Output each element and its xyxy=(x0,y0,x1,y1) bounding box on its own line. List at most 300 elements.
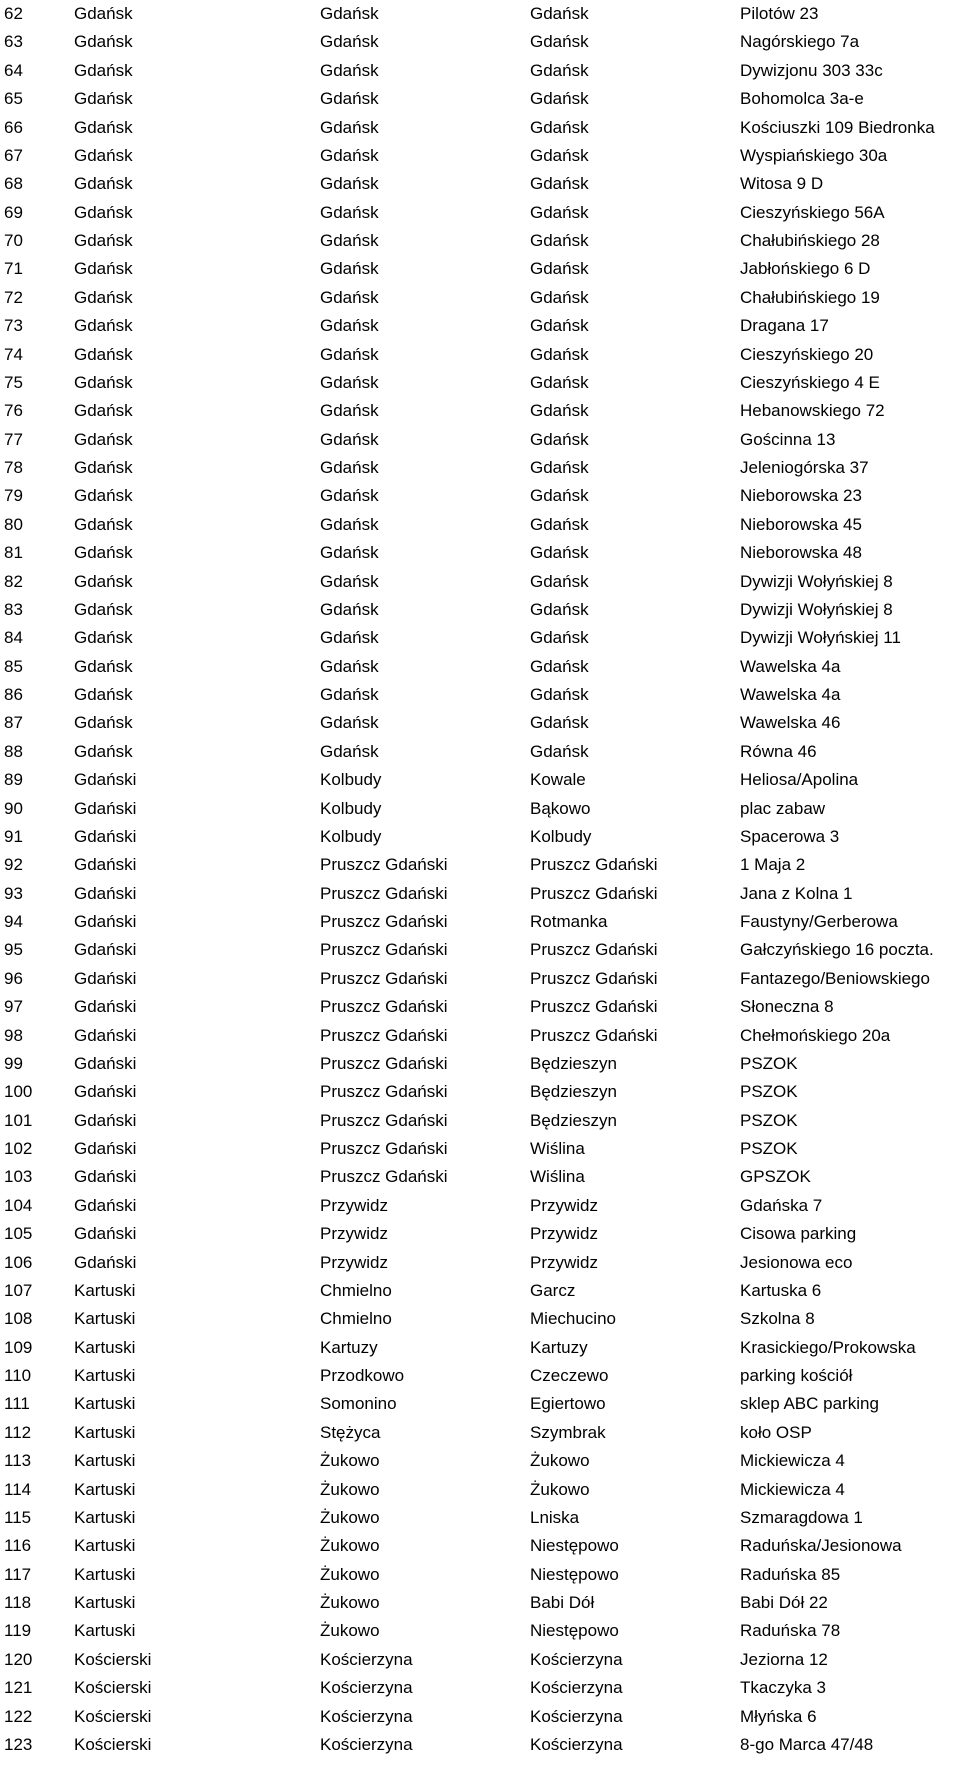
municipality-cell: Gdańsk xyxy=(320,429,379,449)
row-number-cell: 93 xyxy=(4,883,23,903)
municipality-cell: Gdańsk xyxy=(320,685,379,704)
table-row xyxy=(0,1334,960,1362)
row-number-cell: 109 xyxy=(4,1337,33,1357)
locality-cell: Czeczewo xyxy=(530,1366,609,1385)
county-cell: Gdański xyxy=(74,798,137,818)
table-row xyxy=(0,1532,960,1560)
locality-cell: Gdańsk xyxy=(530,741,589,761)
row-number-cell: 68 xyxy=(4,174,23,194)
row-number-cell: 122 xyxy=(4,1706,33,1726)
address-cell: Dywizji Wołyńskiej 8 xyxy=(740,571,893,591)
address-cell: Cieszyńskiego 56A xyxy=(740,202,885,222)
county-cell: Kartuski xyxy=(74,1621,136,1641)
county-cell: Gdańsk xyxy=(74,259,133,279)
locality-cell: Gdańsk xyxy=(530,145,589,165)
county-cell: Kościerski xyxy=(74,1706,152,1726)
locality-cell: Kościerzyna xyxy=(530,1678,623,1698)
county-cell: Gdańsk xyxy=(74,458,133,477)
address-cell: PSZOK xyxy=(740,1082,798,1102)
locality-cell: Gdańsk xyxy=(530,259,589,279)
municipality-cell: Żukowo xyxy=(320,1564,380,1584)
county-cell: Gdański xyxy=(74,855,137,875)
row-number-cell: 76 xyxy=(4,401,23,421)
municipality-cell: Somonino xyxy=(320,1394,397,1414)
municipality-cell: Kartuzy xyxy=(320,1337,378,1357)
row-number-cell: 110 xyxy=(4,1366,32,1385)
table-row xyxy=(0,1249,960,1277)
row-number-cell: 77 xyxy=(4,429,23,449)
table-row xyxy=(0,426,960,454)
municipality-cell: Gdańsk xyxy=(320,543,379,563)
county-cell: Kartuski xyxy=(74,1564,136,1584)
table-row xyxy=(0,312,960,340)
locality-cell: Pruszcz Gdański xyxy=(530,968,658,988)
address-cell: Chełmońskiego 20a xyxy=(740,1025,891,1045)
row-number-cell: 66 xyxy=(4,117,23,137)
municipality-cell: Gdańsk xyxy=(320,514,379,534)
county-cell: Gdańsk xyxy=(74,486,133,506)
municipality-cell: Kościerzyna xyxy=(320,1706,413,1726)
address-cell: PSZOK xyxy=(740,1110,798,1130)
municipality-cell: Gdańsk xyxy=(320,259,379,279)
table-row xyxy=(0,1277,960,1305)
county-cell: Kartuski xyxy=(74,1507,136,1527)
table-row xyxy=(0,1589,960,1617)
locality-cell: Gdańsk xyxy=(530,344,589,364)
table-row xyxy=(0,653,960,681)
table-row xyxy=(0,851,960,879)
county-cell: Gdańsk xyxy=(74,202,133,222)
table-row xyxy=(0,28,960,56)
row-number-cell: 64 xyxy=(4,60,23,80)
county-cell: Kartuski xyxy=(74,1451,136,1471)
county-cell: Kościerski xyxy=(74,1678,152,1698)
row-number-cell: 111 xyxy=(4,1394,30,1414)
row-number-cell: 62 xyxy=(4,4,23,23)
table-row xyxy=(0,1731,960,1759)
address-cell: Jana z Kolna 1 xyxy=(740,883,853,903)
row-number-cell: 72 xyxy=(4,287,23,307)
municipality-cell: Gdańsk xyxy=(320,202,379,222)
locality-cell: Lniska xyxy=(530,1507,580,1527)
address-cell: Równa 46 xyxy=(740,741,817,761)
municipality-cell: Pruszcz Gdański xyxy=(320,1053,448,1073)
table-row xyxy=(0,199,960,227)
locality-cell: Kartuzy xyxy=(530,1337,588,1357)
locality-cell: Gdańsk xyxy=(530,599,589,619)
county-cell: Gdańsk xyxy=(74,372,133,392)
county-cell: Gdański xyxy=(74,912,137,931)
municipality-cell: Przywidz xyxy=(320,1195,389,1215)
locality-cell: Kościerzyna xyxy=(530,1734,623,1754)
row-number-cell: 103 xyxy=(4,1167,33,1187)
address-cell: Kościuszki 109 Biedronka xyxy=(740,117,935,137)
municipality-cell: Gdańsk xyxy=(320,741,379,761)
row-number-cell: 119 xyxy=(4,1621,32,1641)
locality-cell: Bąkowo xyxy=(530,798,591,818)
municipality-cell: Gdańsk xyxy=(320,344,379,364)
table-row xyxy=(0,709,960,737)
address-cell: Babi Dół 22 xyxy=(740,1593,828,1612)
address-cell: Witosa 9 D xyxy=(740,174,824,194)
address-cell: Jesionowa eco xyxy=(740,1252,853,1272)
municipality-cell: Pruszcz Gdański xyxy=(320,997,448,1017)
row-number-cell: 70 xyxy=(4,231,23,250)
row-number-cell: 88 xyxy=(4,741,23,761)
table-row xyxy=(0,681,960,709)
address-cell: sklep ABC parking xyxy=(740,1394,879,1414)
address-cell: Chałubińskiego 28 xyxy=(740,231,880,250)
municipality-cell: Gdańsk xyxy=(320,4,379,23)
county-cell: Gdańsk xyxy=(74,685,133,704)
municipality-cell: Pruszcz Gdański xyxy=(320,912,448,931)
address-cell: Cisowa parking xyxy=(740,1224,857,1244)
address-cell: Cieszyńskiego 4 E xyxy=(740,372,880,392)
row-number-cell: 112 xyxy=(4,1422,32,1442)
row-number-cell: 115 xyxy=(4,1507,32,1527)
row-number-cell: 63 xyxy=(4,32,23,52)
address-cell: Wyspiańskiego 30a xyxy=(740,145,888,165)
address-cell: Jeziorna 12 xyxy=(740,1649,828,1669)
county-cell: Gdański xyxy=(74,770,137,790)
county-cell: Gdańsk xyxy=(74,60,133,80)
locality-cell: Gdańsk xyxy=(530,89,589,109)
table-row xyxy=(0,1390,960,1418)
county-cell: Gdański xyxy=(74,1082,137,1102)
row-number-cell: 102 xyxy=(4,1139,33,1158)
locality-cell: Gdańsk xyxy=(530,571,589,591)
county-cell: Kartuski xyxy=(74,1536,136,1556)
address-cell: Dywizjonu 303 33c xyxy=(740,60,883,80)
row-number-cell: 71 xyxy=(4,259,23,279)
address-cell: Pilotów 23 xyxy=(740,4,819,23)
address-cell: Jeleniogórska 37 xyxy=(740,458,869,477)
municipality-cell: Gdańsk xyxy=(320,145,379,165)
municipality-cell: Żukowo xyxy=(320,1593,380,1612)
county-cell: Gdańsk xyxy=(74,656,133,676)
county-cell: Gdański xyxy=(74,1139,137,1158)
table-row xyxy=(0,482,960,510)
address-cell: Faustyny/Gerberowa xyxy=(740,912,898,931)
municipality-cell: Pruszcz Gdański xyxy=(320,1025,448,1045)
municipality-cell: Gdańsk xyxy=(320,486,379,506)
address-cell: Szmaragdowa 1 xyxy=(740,1507,863,1527)
county-cell: Gdańsk xyxy=(74,741,133,761)
municipality-cell: Pruszcz Gdański xyxy=(320,1167,448,1187)
locality-cell: Gdańsk xyxy=(530,32,589,52)
municipality-cell: Gdańsk xyxy=(320,628,379,648)
address-cell: Mickiewicza 4 xyxy=(740,1479,845,1499)
county-cell: Gdańsk xyxy=(74,174,133,194)
address-cell: parking kościół xyxy=(740,1366,853,1385)
row-number-cell: 114 xyxy=(4,1479,32,1499)
locality-cell: Kowale xyxy=(530,770,586,790)
locality-cell: Żukowo xyxy=(530,1479,590,1499)
table-row xyxy=(0,1192,960,1220)
locality-cell: Będzieszyn xyxy=(530,1053,617,1073)
table-row xyxy=(0,0,960,28)
row-number-cell: 74 xyxy=(4,344,23,364)
row-number-cell: 118 xyxy=(4,1593,32,1612)
address-cell: GPSZOK xyxy=(740,1167,811,1187)
county-cell: Gdańsk xyxy=(74,145,133,165)
table-row xyxy=(0,1476,960,1504)
table-row xyxy=(0,624,960,652)
locality-cell: Gdańsk xyxy=(530,543,589,563)
locality-cell: Miechucino xyxy=(530,1309,616,1329)
table-row xyxy=(0,1674,960,1702)
municipality-cell: Pruszcz Gdański xyxy=(320,883,448,903)
county-cell: Gdański xyxy=(74,1167,137,1187)
locality-cell: Gdańsk xyxy=(530,117,589,137)
row-number-cell: 108 xyxy=(4,1309,33,1329)
row-number-cell: 113 xyxy=(4,1451,32,1471)
municipality-cell: Gdańsk xyxy=(320,571,379,591)
table-row xyxy=(0,1107,960,1135)
table-row xyxy=(0,454,960,482)
municipality-cell: Żukowo xyxy=(320,1536,380,1556)
table-row xyxy=(0,57,960,85)
county-cell: Gdańsk xyxy=(74,628,133,648)
municipality-cell: Żukowo xyxy=(320,1507,380,1527)
address-cell: Fantazego/Beniowskiego xyxy=(740,968,930,988)
address-cell: Dywizji Wołyńskiej 8 xyxy=(740,599,893,619)
county-cell: Gdański xyxy=(74,968,137,988)
locality-cell: Będzieszyn xyxy=(530,1082,617,1102)
locality-cell: Przywidz xyxy=(530,1224,599,1244)
address-cell: Wawelska 46 xyxy=(740,713,841,733)
locality-cell: Gdańsk xyxy=(530,287,589,307)
county-cell: Gdański xyxy=(74,826,137,846)
row-number-cell: 91 xyxy=(4,826,23,846)
county-cell: Gdański xyxy=(74,1224,137,1244)
table-row xyxy=(0,1419,960,1447)
municipality-cell: Gdańsk xyxy=(320,656,379,676)
municipality-cell: Żukowo xyxy=(320,1451,380,1471)
locality-cell: Pruszcz Gdański xyxy=(530,997,658,1017)
county-cell: Gdańsk xyxy=(74,571,133,591)
municipality-cell: Gdańsk xyxy=(320,372,379,392)
address-cell: Cieszyńskiego 20 xyxy=(740,344,874,364)
table-row xyxy=(0,142,960,170)
municipality-cell: Gdańsk xyxy=(320,174,379,194)
county-cell: Gdańsk xyxy=(74,543,133,563)
locality-cell: Przywidz xyxy=(530,1252,599,1272)
county-cell: Kartuski xyxy=(74,1593,136,1612)
municipality-cell: Pruszcz Gdański xyxy=(320,855,448,875)
municipality-cell: Stężyca xyxy=(320,1422,381,1442)
municipality-cell: Gdańsk xyxy=(320,117,379,137)
locality-cell: Pruszcz Gdański xyxy=(530,940,658,960)
county-cell: Gdańsk xyxy=(74,4,133,23)
locality-cell: Gdańsk xyxy=(530,713,589,733)
row-number-cell: 95 xyxy=(4,940,23,960)
county-cell: Gdańsk xyxy=(74,287,133,307)
row-number-cell: 81 xyxy=(4,543,23,563)
county-cell: Kościerski xyxy=(74,1649,152,1669)
county-cell: Gdańsk xyxy=(74,344,133,364)
row-number-cell: 99 xyxy=(4,1053,23,1073)
county-cell: Gdańsk xyxy=(74,32,133,52)
row-number-cell: 96 xyxy=(4,968,23,988)
county-cell: Gdański xyxy=(74,1025,137,1045)
address-cell: Młyńska 6 xyxy=(740,1706,817,1726)
table-row xyxy=(0,1646,960,1674)
row-number-cell: 75 xyxy=(4,372,23,392)
municipality-cell: Przywidz xyxy=(320,1224,389,1244)
table-row xyxy=(0,539,960,567)
table-row xyxy=(0,766,960,794)
table-row xyxy=(0,1022,960,1050)
row-number-cell: 121 xyxy=(4,1678,33,1698)
locality-cell: Pruszcz Gdański xyxy=(530,1025,658,1045)
address-cell: Nieborowska 48 xyxy=(740,543,862,563)
locality-cell: Gdańsk xyxy=(530,231,589,250)
address-cell: Gdańska 7 xyxy=(740,1195,823,1215)
county-cell: Gdański xyxy=(74,883,137,903)
row-number-cell: 100 xyxy=(4,1082,33,1102)
county-cell: Kartuski xyxy=(74,1337,136,1357)
county-cell: Kartuski xyxy=(74,1309,136,1329)
locality-cell: Gdańsk xyxy=(530,685,589,704)
address-cell: Heliosa/Apolina xyxy=(740,770,859,790)
address-cell: Szkolna 8 xyxy=(740,1309,815,1329)
municipality-cell: Gdańsk xyxy=(320,316,379,336)
municipality-cell: Gdańsk xyxy=(320,401,379,421)
address-cell: Wawelska 4a xyxy=(740,685,841,704)
municipality-cell: Pruszcz Gdański xyxy=(320,1110,448,1130)
locality-cell: Wiślina xyxy=(530,1167,585,1187)
table-row xyxy=(0,511,960,539)
table-row xyxy=(0,1163,960,1191)
row-number-cell: 79 xyxy=(4,486,23,506)
address-cell: Nagórskiego 7a xyxy=(740,32,860,52)
row-number-cell: 105 xyxy=(4,1224,33,1244)
table-row xyxy=(0,738,960,766)
locality-cell: Przywidz xyxy=(530,1195,599,1215)
locality-cell: Gdańsk xyxy=(530,174,589,194)
row-number-cell: 98 xyxy=(4,1025,23,1045)
address-cell: 8-go Marca 47/48 xyxy=(740,1734,874,1754)
locality-cell: Żukowo xyxy=(530,1451,590,1471)
row-number-cell: 106 xyxy=(4,1252,33,1272)
locality-cell: Gdańsk xyxy=(530,429,589,449)
locality-cell: Gdańsk xyxy=(530,60,589,80)
locality-cell: Pruszcz Gdański xyxy=(530,883,658,903)
table-row xyxy=(0,369,960,397)
address-cell: plac zabaw xyxy=(740,798,826,818)
county-cell: Kartuski xyxy=(74,1280,136,1300)
address-cell: Słoneczna 8 xyxy=(740,997,834,1017)
locality-cell: Niestępowo xyxy=(530,1564,619,1584)
table-row xyxy=(0,1220,960,1248)
county-cell: Gdańsk xyxy=(74,117,133,137)
table-row xyxy=(0,1135,960,1163)
municipality-cell: Żukowo xyxy=(320,1621,380,1641)
municipality-cell: Gdańsk xyxy=(320,599,379,619)
table-row xyxy=(0,114,960,142)
municipality-cell: Przywidz xyxy=(320,1252,389,1272)
table-row xyxy=(0,1362,960,1390)
county-cell: Kartuski xyxy=(74,1422,136,1442)
locality-cell: Gdańsk xyxy=(530,401,589,421)
table-row xyxy=(0,1447,960,1475)
address-cell: Dywizji Wołyńskiej 11 xyxy=(740,628,901,648)
municipality-cell: Kolbudy xyxy=(320,770,382,790)
address-cell: Mickiewicza 4 xyxy=(740,1451,845,1471)
address-cell: Raduńska/Jesionowa xyxy=(740,1536,902,1556)
municipality-cell: Kościerzyna xyxy=(320,1734,413,1754)
locality-cell: Gdańsk xyxy=(530,4,589,23)
address-cell: Wawelska 4a xyxy=(740,656,841,676)
locality-cell: Gdańsk xyxy=(530,316,589,336)
table-row xyxy=(0,908,960,936)
locality-cell: Kościerzyna xyxy=(530,1649,623,1669)
row-number-cell: 82 xyxy=(4,571,23,591)
locality-cell: Gdańsk xyxy=(530,202,589,222)
row-number-cell: 65 xyxy=(4,89,23,109)
municipality-cell: Gdańsk xyxy=(320,60,379,80)
address-cell: Kartuska 6 xyxy=(740,1280,822,1300)
address-cell: Gościnna 13 xyxy=(740,429,836,449)
table-row xyxy=(0,880,960,908)
row-number-cell: 117 xyxy=(4,1564,32,1584)
locality-cell: Gdańsk xyxy=(530,372,589,392)
table-row xyxy=(0,795,960,823)
table-row xyxy=(0,1504,960,1532)
row-number-cell: 86 xyxy=(4,685,23,704)
table-row xyxy=(0,965,960,993)
county-cell: Gdańsk xyxy=(74,429,133,449)
municipality-cell: Gdańsk xyxy=(320,458,379,477)
address-cell: 1 Maja 2 xyxy=(740,855,806,875)
table-row xyxy=(0,284,960,312)
county-cell: Gdański xyxy=(74,1195,137,1215)
municipality-cell: Gdańsk xyxy=(320,89,379,109)
table-row xyxy=(0,397,960,425)
row-number-cell: 84 xyxy=(4,628,23,648)
municipality-cell: Przodkowo xyxy=(320,1366,405,1385)
municipality-cell: Kolbudy xyxy=(320,826,382,846)
address-cell: Raduńska 78 xyxy=(740,1621,841,1641)
table-row xyxy=(0,1561,960,1589)
row-number-cell: 90 xyxy=(4,798,23,818)
row-number-cell: 85 xyxy=(4,656,23,676)
table-row xyxy=(0,596,960,624)
row-number-cell: 116 xyxy=(4,1536,32,1556)
address-cell: Raduńska 85 xyxy=(740,1564,841,1584)
county-cell: Kościerski xyxy=(74,1734,152,1754)
locality-cell: Egiertowo xyxy=(530,1394,606,1414)
municipality-cell: Pruszcz Gdański xyxy=(320,968,448,988)
address-cell: PSZOK xyxy=(740,1139,798,1158)
municipality-cell: Gdańsk xyxy=(320,287,379,307)
table-row xyxy=(0,568,960,596)
locality-cell: Kościerzyna xyxy=(530,1706,623,1726)
address-cell: Nieborowska 23 xyxy=(740,486,862,506)
address-cell: Gałczyńskiego 16 poczta. xyxy=(740,940,934,960)
row-number-cell: 104 xyxy=(4,1195,33,1215)
address-cell: Bohomolca 3a-e xyxy=(740,89,864,109)
table-row xyxy=(0,1305,960,1333)
county-cell: Gdańsk xyxy=(74,713,133,733)
address-cell: Dragana 17 xyxy=(740,316,829,336)
table-row xyxy=(0,993,960,1021)
row-number-cell: 89 xyxy=(4,770,23,790)
table-row xyxy=(0,1703,960,1731)
locality-cell: Gdańsk xyxy=(530,514,589,534)
address-cell: Chałubińskiego 19 xyxy=(740,287,880,307)
